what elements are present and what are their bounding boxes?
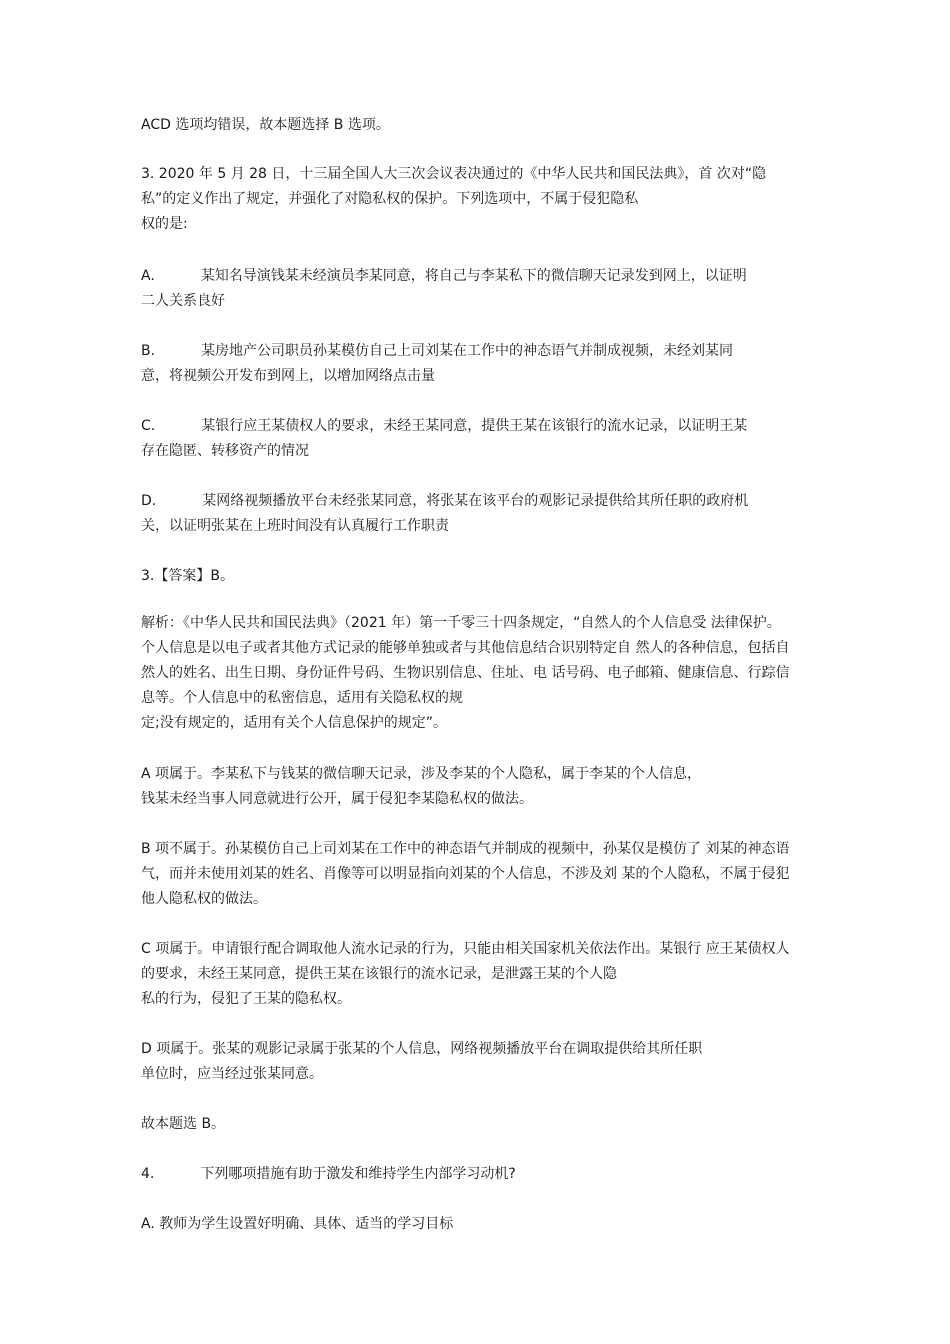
analysis-a: A 项属于。李某私下与钱某的微信聊天记录，涉及李某的个人隐私，属于李某的个人信息， bbox=[141, 766, 702, 782]
question-4-text: 下列哪项措施有助于激发和维持学生内部学习动机? bbox=[200, 1166, 516, 1182]
analysis-c: C 项属于。申请银行配合调取他人流水记录的行为，只能由相关国家机关依法作出。某银行 应王某债权人 bbox=[141, 941, 790, 957]
option-b-cont: 意，将视频公开发布到网上，以增加网络点击量 bbox=[141, 368, 435, 384]
option-d bbox=[141, 492, 748, 510]
analysis-b-cont: 气，而并未使用刘某的姓名、肖像等可以明显指向刘某的个人信息，不涉及刘 某的个人隐私，不属于侵犯 bbox=[141, 866, 790, 882]
question-3-stem-cont: 私”的定义作出了规定，并强化了对隐私权的保护。下列选项中，不属于侵犯隐私 bbox=[141, 191, 639, 207]
analysis-a-cont: 钱某未经当事人同意就进行公开，属于侵犯李某隐私权的做法。 bbox=[141, 791, 533, 807]
option-d-label: D. bbox=[141, 493, 157, 509]
option-d-cont: 关，以证明张某在上班时间没有认真履行工作职责 bbox=[141, 518, 449, 534]
question-4-label: 4. bbox=[141, 1166, 155, 1182]
text-line: ACD 选项均错误，故本题选择 B 选项。 bbox=[141, 117, 390, 133]
option-b-label: B. bbox=[141, 343, 156, 359]
explanation-line: 息等。个人信息中的私密信息，适用有关隐私权的规 bbox=[141, 690, 463, 706]
explanation-line: 个人信息是以电子或者其他方式记录的能够单独或者与其他信息结合识别特定自 然人的各种信息，包括自 bbox=[141, 640, 790, 656]
explanation-line: 然人的姓名、出生日期、身份证件号码、生物识别信息、住址、电 话号码、电子邮箱、健康信息、行踪信 bbox=[141, 665, 790, 681]
explanation-line: 解析：《中华人民共和国民法典》（2021 年）第一千零三十四条规定，“自然人的个人信息受 法律保护。 bbox=[141, 615, 781, 631]
question-4-option-a: A. 教师为学生设置好明确、具体、适当的学习目标 bbox=[141, 1216, 454, 1232]
answer-line: 3.【答案】B。 bbox=[141, 568, 234, 584]
conclusion-line: 故本题选 B。 bbox=[141, 1116, 226, 1132]
option-d-text: 某网络视频播放平台未经张某同意，将张某在该平台的观影记录提供给其所任职的政府机 bbox=[202, 493, 749, 509]
option-a-label: A. bbox=[141, 268, 155, 284]
option-b-text: 某房地产公司职员孙某模仿自己上司刘某在工作中的神态语气并制成视频，未经刘某同 bbox=[201, 343, 734, 359]
question-3-stem: 3. 2020 年 5 月 28 日，十三届全国人大三次会议表决通过的《中华人民共和国民法典》，首 次对“隐 bbox=[141, 166, 767, 182]
analysis-d: D 项属于。张某的观影记录属于张某的个人信息，网络视频播放平台在调取提供给其所任职 bbox=[141, 1041, 703, 1057]
option-c bbox=[141, 417, 747, 435]
analysis-b-end: 他人隐私权的做法。 bbox=[141, 891, 267, 907]
question-4-stem bbox=[141, 1165, 516, 1183]
option-a-cont: 二人关系良好 bbox=[141, 293, 225, 309]
question-3-stem-end: 权的是: bbox=[141, 216, 188, 232]
option-b bbox=[141, 342, 733, 360]
analysis-d-cont: 单位时，应当经过张某同意。 bbox=[141, 1066, 323, 1082]
option-c-text: 某银行应王某债权人的要求，未经王某同意，提供王某在该银行的流水记录，以证明王某 bbox=[201, 418, 748, 434]
analysis-c-cont: 的要求，未经王某同意，提供王某在该银行的流水记录，是泄露王某的个人隐 bbox=[141, 966, 617, 982]
option-a bbox=[141, 267, 747, 285]
explanation-line: 定;没有规定的，适用有关个人信息保护的规定”。 bbox=[141, 715, 447, 731]
analysis-c-end: 私的行为，侵犯了王某的隐私权。 bbox=[141, 991, 351, 1007]
analysis-b: B 项不属于。孙某模仿自己上司刘某在工作中的神态语气并制成的视频中，孙某仅是模仿了 刘某的神态语 bbox=[141, 841, 790, 857]
option-c-cont: 存在隐匿、转移资产的情况 bbox=[141, 443, 309, 459]
option-a-text: 某知名导演钱某未经演员李某同意，将自己与李某私下的微信聊天记录发到网上，以证明 bbox=[200, 268, 747, 284]
option-c-label: C. bbox=[141, 418, 156, 434]
